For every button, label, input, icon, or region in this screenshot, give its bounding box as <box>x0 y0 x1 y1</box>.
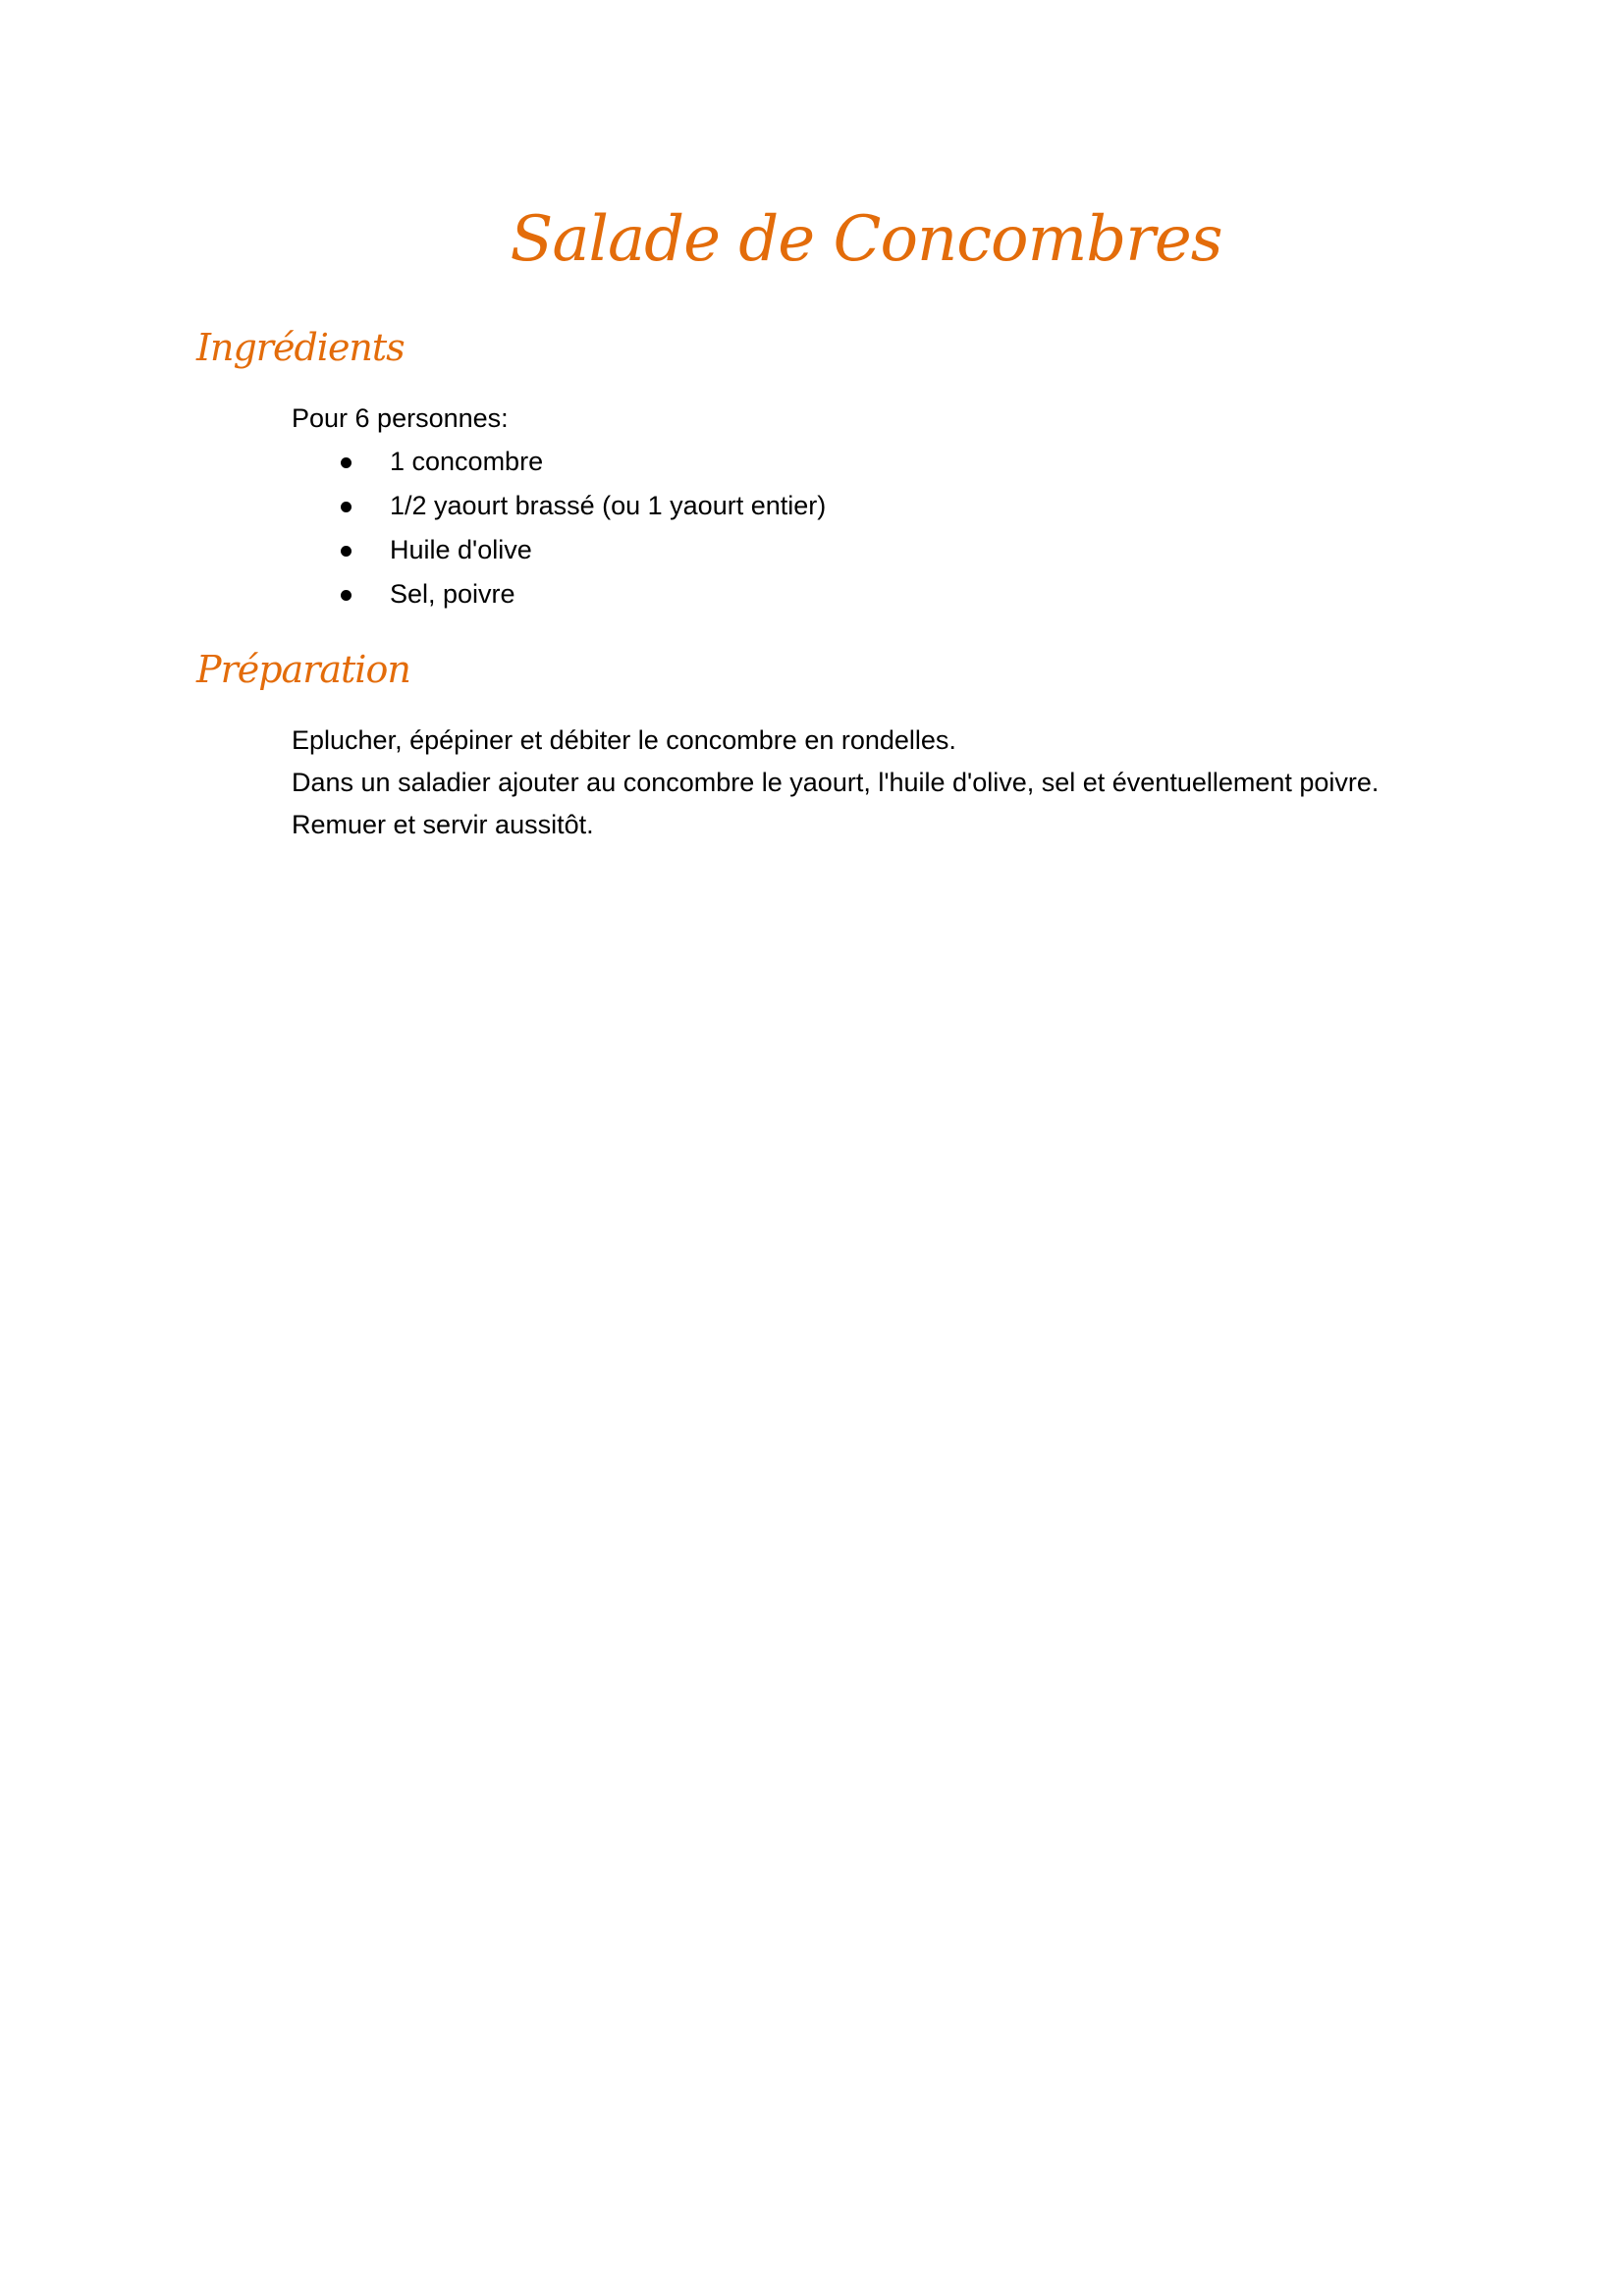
page-title-text: Salade de Concombres <box>510 203 1222 276</box>
preparation-line: Remuer et servir aussitôt. <box>292 810 594 839</box>
list-item <box>292 484 826 528</box>
list-item <box>292 440 826 484</box>
ingredient-list <box>292 440 826 616</box>
list-item <box>292 572 826 616</box>
bullet-icon <box>341 590 352 601</box>
list-item <box>292 528 826 572</box>
preparation-heading: Préparation <box>196 648 410 691</box>
preparation-line: Dans un saladier ajouter au concombre le yaourt, l'huile d'olive, sel et éventuellement poivre. <box>292 768 1380 797</box>
servings-line: Pour 6 personnes: <box>292 403 509 433</box>
bullet-icon <box>341 457 352 468</box>
bullet-icon <box>341 502 352 512</box>
ingredient-label: 1/2 yaourt brassé (ou 1 yaourt entier) <box>390 491 827 520</box>
preparation-line: Eplucher, épépiner et débiter le concombre en rondelles. <box>292 725 956 755</box>
ingredient-label: Huile d'olive <box>390 535 532 564</box>
ingredient-label: 1 concombre <box>390 447 544 476</box>
bullet-icon <box>341 546 352 557</box>
page-title <box>0 192 1624 287</box>
ingredient-label: Sel, poivre <box>390 579 515 609</box>
preparation-steps <box>292 720 1379 846</box>
ingredients-heading: Ingrédients <box>196 326 405 369</box>
